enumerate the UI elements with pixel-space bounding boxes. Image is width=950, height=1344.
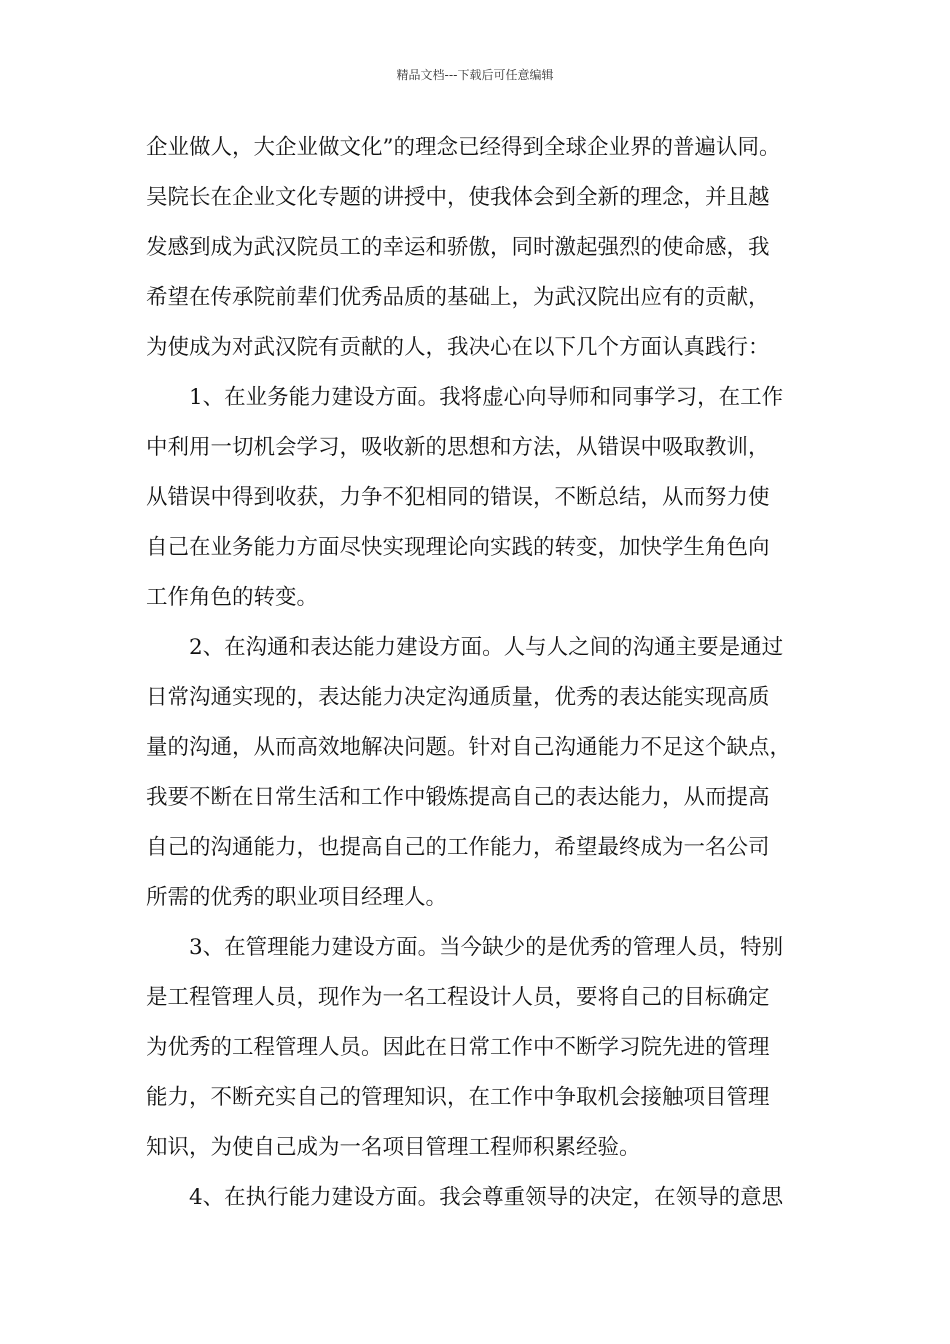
text-line: 自己的沟通能力，也提高自己的工作能力，希望最终成为一名公司 — [146, 835, 770, 860]
text-line: 从错误中得到收获，力争不犯相同的错误，不断总结，从而努力使 — [146, 485, 770, 510]
text-line: 2、在沟通和表达能力建设方面。人与人之间的沟通主要是通过 — [189, 635, 784, 660]
text-line: 中利用一切机会学习，吸收新的思想和方法，从错误中吸取教训， — [146, 435, 770, 460]
text-line: 所需的优秀的职业项目经理人。 — [146, 885, 448, 910]
text-line: 是工程管理人员，现作为一名工程设计人员，要将自己的目标确定 — [146, 985, 770, 1010]
text-line: 我要不断在日常生活和工作中锻炼提高自己的表达能力，从而提高 — [146, 785, 770, 810]
text-line: 为使成为对武汉院有贡献的人，我决心在以下几个方面认真践行： — [146, 335, 770, 360]
text-line: 1、在业务能力建设方面。我将虚心向导师和同事学习，在工作 — [189, 385, 784, 410]
text-line: 知识，为使自己成为一名项目管理工程师积累经验。 — [146, 1135, 641, 1160]
text-line: 自己在业务能力方面尽快实现理论向实践的转变，加快学生角色向 — [146, 535, 770, 560]
text-line: 3、在管理能力建设方面。当今缺少的是优秀的管理人员，特别 — [189, 935, 784, 960]
text-line: 希望在传承院前辈们优秀品质的基础上，为武汉院出应有的贡献， — [146, 285, 770, 310]
text-line: 日常沟通实现的，表达能力决定沟通质量，优秀的表达能实现高质 — [146, 685, 770, 710]
text-line: 企业做人，大企业做文化”的理念已经得到全球企业界的普遍认同。 — [146, 135, 781, 160]
text-line: 量的沟通，从而高效地解决问题。针对自己沟通能力不足这个缺点， — [146, 735, 792, 760]
text-line: 发感到成为武汉院员工的幸运和骄傲，同时激起强烈的使命感，我 — [146, 235, 770, 260]
document-body — [146, 130, 816, 1230]
text-line: 工作角色的转变。 — [146, 585, 319, 610]
text-line: 4、在执行能力建设方面。我会尊重领导的决定，在领导的意思 — [189, 1185, 784, 1210]
text-line: 为优秀的工程管理人员。因此在日常工作中不断学习院先进的管理 — [146, 1035, 770, 1060]
text-line: 能力，不断充实自己的管理知识，在工作中争取机会接触项目管理 — [146, 1085, 770, 1110]
page-header: 精品文档---下载后可任意编辑 — [396, 68, 554, 82]
text-line: 吴院长在企业文化专题的讲授中，使我体会到全新的理念，并且越 — [146, 185, 770, 210]
